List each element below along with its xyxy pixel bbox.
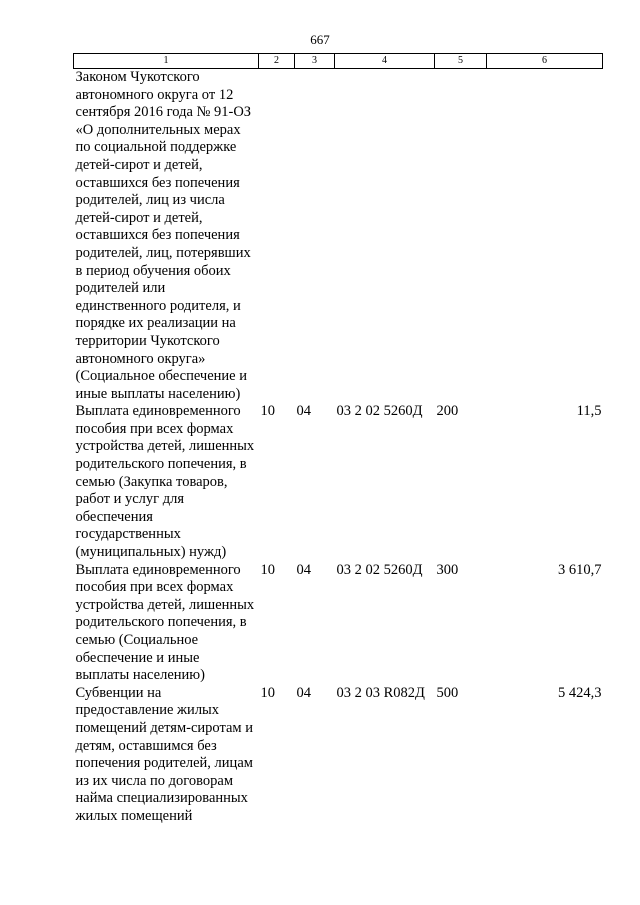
row-section: 10: [260, 684, 275, 701]
row-amount: 3 610,7: [558, 561, 602, 578]
row-section: 10: [260, 561, 275, 578]
row-name: Законом Чукотского автономного округа от 12 сентября 2016 года № 91-ОЗ «О дополнительных мерах по социальной поддержке детей-сирот и детей, оставшихся без попечения родителей, лиц из числа детей-сирот и детей, оставшихся без попечения родителей, лиц, потерявших в период обучения обоих родителей или единственного родителя, и порядке их реализации на территории Чукотского автономного округа» (Социальное обеспечение и иные выплаты населению): [75, 69, 252, 402]
row-subsection: 04: [296, 403, 311, 420]
row-name: Выплата единовременного пособия при всех формах устройства детей, лишенных родительского попечения, в семью (Закупка товаров, работ и услуг для обеспечения государственных (муниципальных) нужд): [75, 403, 255, 561]
header-col-4: 4: [335, 54, 435, 69]
row-subsection: [295, 69, 335, 404]
header-col-6: 6: [487, 54, 603, 69]
table-row: [74, 69, 603, 404]
row-section: 10: [260, 403, 275, 420]
page-number: 667: [310, 32, 330, 47]
budget-table: [73, 53, 603, 826]
row-target: 03 2 02 5260Д: [336, 403, 423, 420]
row-target: [335, 69, 435, 404]
table-header: [74, 54, 603, 69]
table-row: [74, 562, 603, 685]
header-col-1: 1: [74, 54, 259, 69]
row-expense-type: [435, 69, 487, 404]
row-target: 03 2 02 5260Д: [336, 561, 423, 578]
table-body: [74, 69, 603, 826]
header-row: [74, 54, 603, 69]
row-amount: 11,5: [576, 403, 602, 420]
header-col-2: 2: [259, 54, 295, 69]
row-section: [259, 69, 295, 404]
row-name: Субвенции на предоставление жилых помещений детям-сиротам и детям, оставшимся без попечения родителей, лицам из их числа по договорам найма специализированных жилых помещений: [75, 684, 253, 824]
row-name: Выплата единовременного пособия при всех формах устройства детей, лишенных родительского попечения, в семью (Социальное обеспечение и иные выплаты населению): [75, 561, 255, 684]
row-subsection: 04: [296, 684, 311, 701]
row-subsection: 04: [296, 561, 311, 578]
table-row: [74, 403, 603, 561]
row-expense-type: 200: [436, 403, 459, 420]
row-expense-type: 500: [436, 684, 459, 701]
table-row: [74, 685, 603, 826]
header-col-3: 3: [295, 54, 335, 69]
row-amount: [487, 69, 603, 404]
row-amount: 5 424,3: [558, 684, 602, 701]
row-expense-type: 300: [436, 561, 459, 578]
header-col-5: 5: [435, 54, 487, 69]
row-target: 03 2 03 R082Д: [336, 684, 425, 701]
